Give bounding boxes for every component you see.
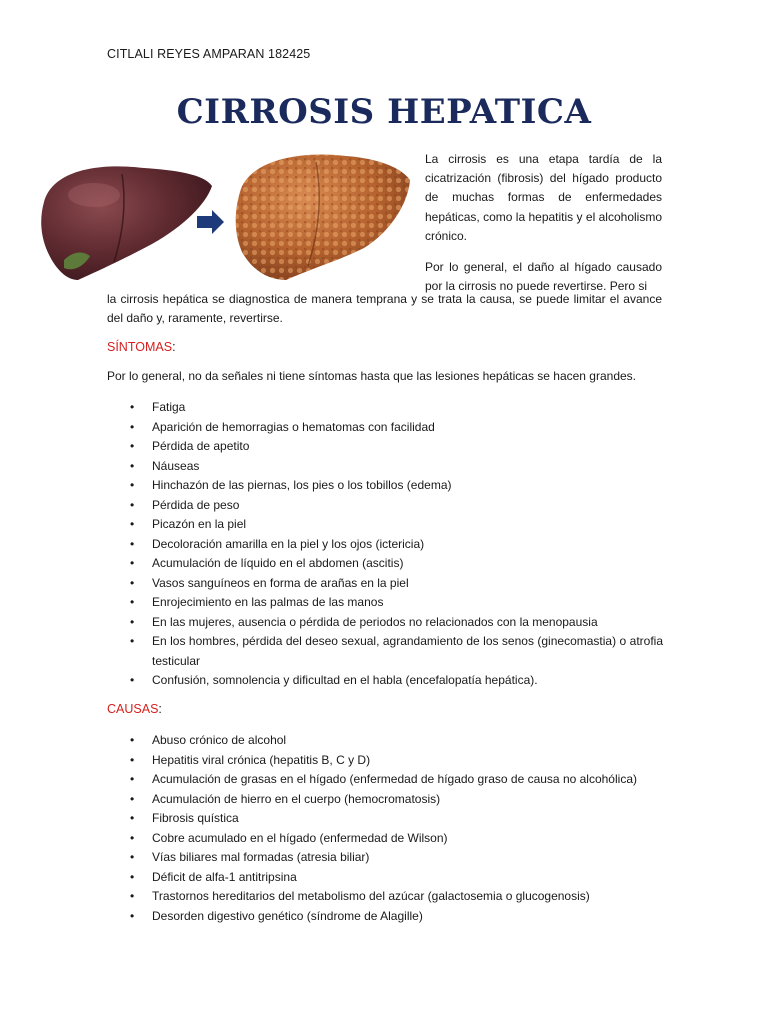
intro-text <box>425 150 662 308</box>
causas-heading-label: CAUSAS <box>107 702 159 716</box>
causas-heading-colon: : <box>158 702 162 716</box>
list-item-text: Pérdida de apetito <box>152 439 250 453</box>
bullet-icon: • <box>130 634 135 648</box>
list-item-text: Desorden digestivo genético (síndrome de Alagille) <box>152 908 423 923</box>
bullet-icon: • <box>130 772 135 786</box>
list-item <box>130 496 663 516</box>
list-item-text: Abuso crónico de alcohol <box>152 733 287 747</box>
list-item <box>130 613 663 633</box>
list-item <box>130 731 663 751</box>
list-item-text: Acumulación de grasas en el hígado (enfermedad de hígado graso de causa no alcohólica) <box>152 772 637 786</box>
list-item-text: Hinchazón de las piernas, los pies o los tobillos (edema) <box>152 478 452 492</box>
bullet-icon: • <box>130 908 135 923</box>
bullet-icon: • <box>130 733 135 747</box>
list-item <box>130 907 663 927</box>
list-item-text: Náuseas <box>152 458 200 473</box>
sintomas-heading-label: SÍNTOMAS <box>107 340 173 354</box>
bullet-icon: • <box>130 791 135 806</box>
list-item <box>130 770 663 790</box>
bullet-icon: • <box>130 400 135 414</box>
bullet-icon: • <box>130 478 135 492</box>
bullet-icon: • <box>130 673 135 687</box>
bullet-icon: • <box>130 497 135 512</box>
list-item-text: Aparición de hemorragias o hematomas con facilidad <box>152 419 435 434</box>
arrow-right-icon <box>197 210 224 234</box>
bullet-icon: • <box>130 752 135 767</box>
list-item-text: Déficit de alfa-1 antitripsina <box>152 869 297 884</box>
bullet-icon: • <box>130 575 135 590</box>
list-item <box>130 751 663 771</box>
bullet-icon: • <box>130 811 135 825</box>
list-item <box>130 476 663 496</box>
bullet-icon: • <box>130 830 135 845</box>
causas-list <box>130 731 663 926</box>
bullet-icon: • <box>130 850 135 864</box>
list-item <box>130 574 663 594</box>
list-item-text: Cobre acumulado en el hígado (enfermedad de Wilson) <box>152 830 448 845</box>
list-item-text: Hepatitis viral crónica (hepatitis B, C y D) <box>152 752 371 767</box>
bullet-icon: • <box>130 458 135 473</box>
list-item-text: En las mujeres, ausencia o pérdida de periodos no relacionados con la menopausia <box>152 614 598 629</box>
list-item <box>130 632 663 671</box>
list-item <box>130 809 663 829</box>
bullet-icon: • <box>130 614 135 629</box>
causas-heading <box>107 702 162 716</box>
bullet-icon: • <box>130 536 135 551</box>
list-item-text: Trastornos hereditarios del metabolismo del azúcar (galactosemia o glucogenosis) <box>152 889 590 903</box>
liver-comparison-illustration <box>34 140 414 280</box>
list-item <box>130 398 663 418</box>
list-item <box>130 535 663 555</box>
bullet-icon: • <box>130 419 135 434</box>
list-item-text: Vasos sanguíneos en forma de arañas en la piel <box>152 575 409 590</box>
list-item <box>130 868 663 888</box>
list-item <box>130 593 663 613</box>
sintomas-list <box>130 398 663 691</box>
intro-paragraph-2-start: Por lo general, el daño al hígado causado por la cirrosis no puede revertirse. Pero si <box>425 260 662 294</box>
list-item <box>130 515 663 535</box>
list-item-text: Decoloración amarilla en la piel y los ojos (ictericia) <box>152 536 425 551</box>
list-item-text: Acumulación de líquido en el abdomen (ascitis) <box>152 556 404 570</box>
intro-paragraph-2-continuation: la cirrosis hepática se diagnostica de manera temprana y se trata la causa, se puede limitar el avance del daño y, raramente, revertirse. <box>107 292 662 326</box>
list-item <box>130 554 663 574</box>
list-item-text: Confusión, somnolencia y dificultad en el habla (encefalopatía hepática). <box>152 673 538 687</box>
bullet-icon: • <box>130 439 135 453</box>
list-item-text: Acumulación de hierro en el cuerpo (hemocromatosis) <box>152 791 441 806</box>
sintomas-heading-colon: : <box>172 340 176 354</box>
list-item-text: Pérdida de peso <box>152 497 240 512</box>
list-item <box>130 829 663 849</box>
intro-paragraph-1: La cirrosis es una etapa tardía de la cicatrización (fibrosis) del hígado producto de muchas formas de enfermedades hepáticas, como la hepatitis y el alcoholismo crónico. <box>425 152 662 243</box>
list-item <box>130 437 663 457</box>
bullet-icon: • <box>130 869 135 884</box>
bullet-icon: • <box>130 889 135 903</box>
list-item <box>130 457 663 477</box>
list-item <box>130 790 663 810</box>
healthy-liver-image <box>41 166 212 280</box>
bullet-icon: • <box>130 595 135 609</box>
bullet-icon: • <box>130 517 135 531</box>
list-item-text: En los hombres, pérdida del deseo sexual, agrandamiento de los senos (ginecomastia) o atrofia testicular <box>152 634 663 668</box>
list-item-text: Enrojecimiento en las palmas de las manos <box>152 595 384 609</box>
list-item <box>130 418 663 438</box>
list-item <box>130 887 663 907</box>
list-item-text: Picazón en la piel <box>152 517 247 531</box>
bullet-icon: • <box>130 556 135 570</box>
list-item-text: Fibrosis quística <box>152 811 239 825</box>
author-line: CITLALI REYES AMPARAN 182425 <box>107 47 311 61</box>
list-item <box>130 848 663 868</box>
document-title: CIRROSIS HEPATICA <box>176 92 592 132</box>
cirrhotic-liver-image <box>236 155 410 281</box>
sintomas-heading <box>107 340 176 354</box>
sintomas-lead: Por lo general, no da señales ni tiene síntomas hasta que las lesiones hepáticas se hacen grandes. <box>107 369 637 383</box>
list-item-text: Vías biliares mal formadas (atresia biliar) <box>152 850 370 864</box>
list-item <box>130 671 663 691</box>
list-item-text: Fatiga <box>152 400 186 414</box>
